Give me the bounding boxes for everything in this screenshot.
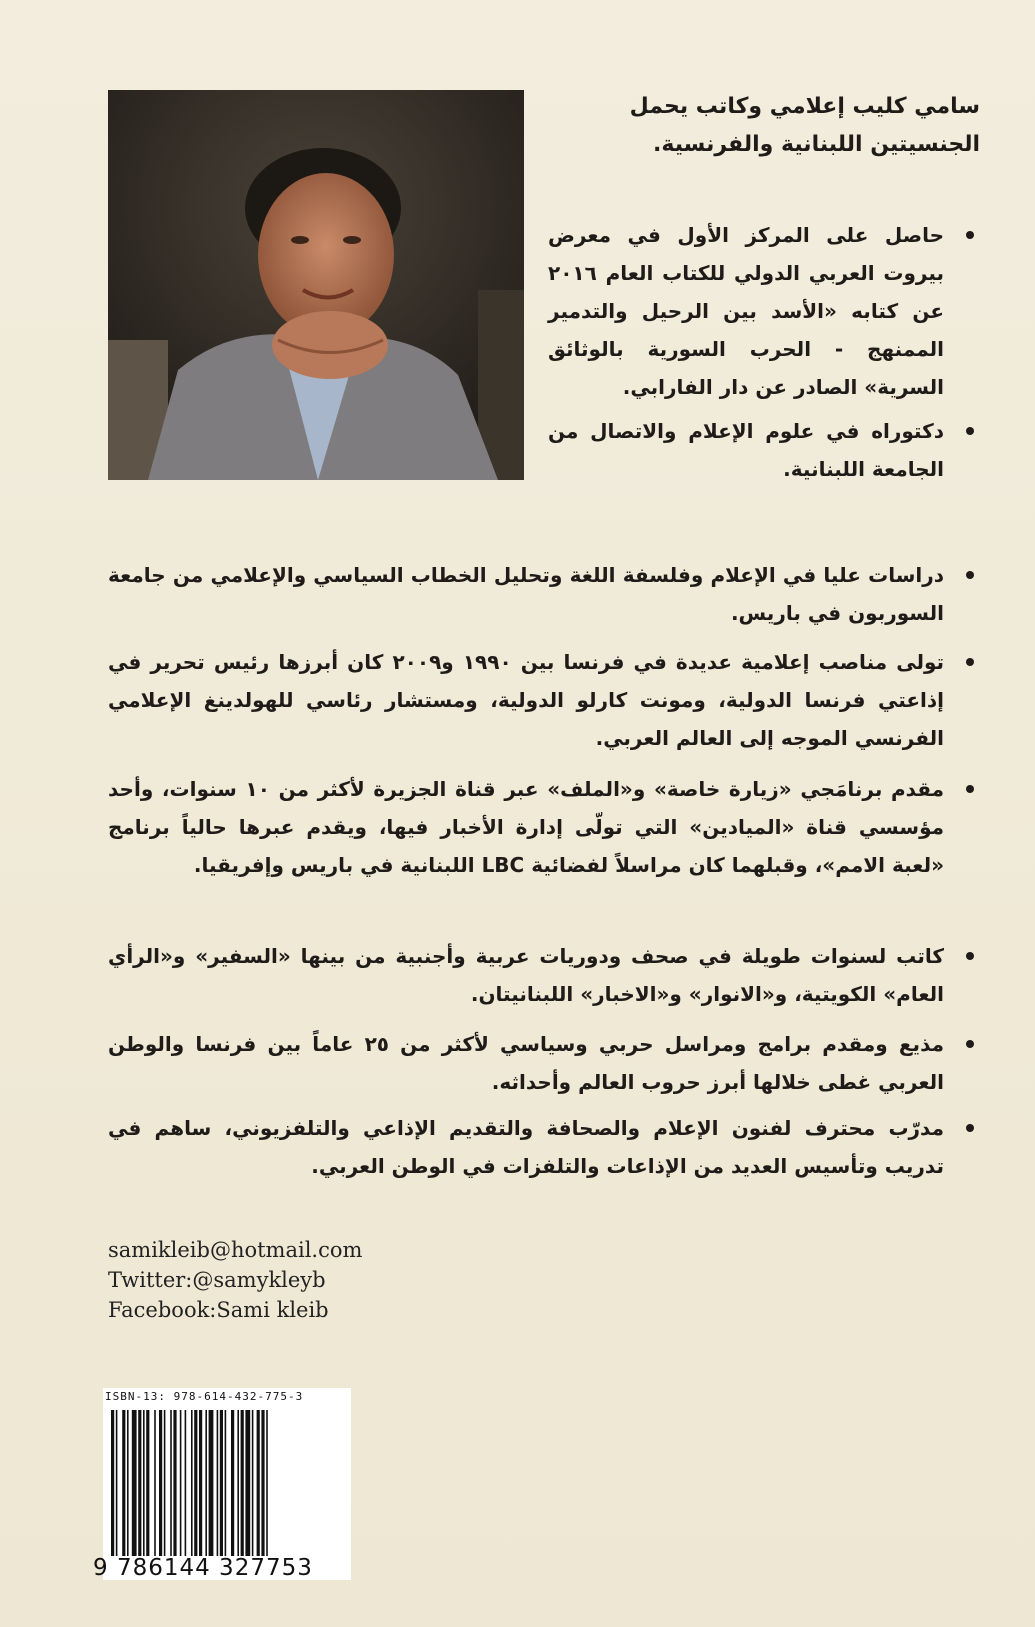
bullet-text: كاتب لسنوات طويلة في صحف ودوريات عربية وأجنبية من بينها «السفير» و«الرأي العام» الكويتية، و«الانوار» و«الاخبار» اللبنانيتان.: [108, 937, 980, 1013]
bullet-text: دراسات عليا في الإعلام وفلسفة اللغة وتحليل الخطاب السياسي والإعلامي من جامعة السوربون في باريس.: [108, 556, 980, 632]
barcode-bar: [199, 1410, 202, 1556]
barcode-bar: [252, 1410, 254, 1556]
barcode-bar: [231, 1410, 234, 1556]
barcode-bar: [266, 1410, 268, 1556]
barcode-bar: [146, 1410, 149, 1556]
bullet-item: [108, 770, 980, 884]
barcode-bar: [191, 1410, 193, 1556]
email-text: samikleib@hotmail.com: [108, 1238, 363, 1262]
barcode-bar: [185, 1410, 187, 1556]
barcode-bar: [132, 1410, 137, 1556]
bullet-item: [108, 937, 980, 1013]
barcode-bar: [159, 1410, 162, 1556]
barcode-bar: [217, 1410, 219, 1556]
barcode-bar: [241, 1410, 244, 1556]
barcode-bar: [180, 1410, 182, 1556]
facebook-handle: Facebook:Sami kleib: [108, 1298, 329, 1322]
barcode-bar: [164, 1410, 166, 1556]
author-intro: سامي كليب إعلامي وكاتب يحمل الجنسيتين اللبنانية والفرنسية.: [629, 94, 980, 157]
barcode-bar: [138, 1410, 141, 1556]
bullet-item: [108, 643, 980, 757]
author-photo: [108, 90, 524, 480]
twitter-handle: Twitter:@samykleyb: [108, 1268, 326, 1292]
bullet-item: [108, 1109, 980, 1185]
bullet-text: مدرّب محترف لفنون الإعلام والصحافة والتقديم الإذاعي والتلفزيوني، ساهم في تدريب وتأسيس العديد من الإذاعات والتلفزات في الوطن العربي.: [108, 1109, 980, 1185]
isbn-label: ISBN-13: 978-614-432-775-3: [105, 1390, 304, 1403]
barcode-bar: [154, 1410, 156, 1556]
bullet-item: [108, 556, 980, 632]
barcode-bar: [127, 1410, 129, 1556]
contact-info: [108, 1235, 362, 1325]
barcode-bar: [122, 1410, 125, 1556]
barcode-bar: [173, 1410, 176, 1556]
barcode-bar: [194, 1410, 197, 1556]
barcode-bar: [220, 1410, 223, 1556]
barcode-bar: [111, 1410, 114, 1556]
barcode-bar: [209, 1410, 214, 1556]
bullet-text: مذيع ومقدم برامج ومراسل حربي وسياسي لأكثر من ٢٥ عاماً بين فرنسا والوطن العربي غطى خلالها أبرز حروب العالم وأحداثه.: [108, 1025, 980, 1101]
barcode-bar: [143, 1410, 145, 1556]
barcode-bar: [245, 1410, 250, 1556]
barcode-bar: [205, 1410, 207, 1556]
barcode-bar: [237, 1410, 239, 1556]
barcode-bar: [257, 1410, 260, 1556]
barcode-bar: [261, 1410, 264, 1556]
barcode-number: 9 786144 327753: [93, 1555, 313, 1581]
bullet-list-top: [548, 216, 980, 488]
bullet-item: دكتوراه في علوم الإعلام والاتصال من الجامعة اللبنانية.: [548, 412, 980, 488]
bullet-text: مقدم برنامَجي «زيارة خاصة» و«الملف» عبر قناة الجزيرة لأكثر من ١٠ سنوات، وأحد مؤسسي قناة «الميادين» التي تولّى إدارة الأخبار فيها، ويقدم عبرها حالياً برنامج «لعبة الامم»، وقبلهما كان مراسلاً لفضائية LBC اللبنانية في باريس وإفريقيا.: [108, 770, 980, 884]
barcode-bar: [225, 1410, 227, 1556]
barcode-bar: [170, 1410, 172, 1556]
barcode-icon: [111, 1410, 343, 1556]
bullet-item: [108, 1025, 980, 1101]
bullet-text: تولى مناصب إعلامية عديدة في فرنسا بين ١٩٩٠ و٢٠٠٩ كان أبرزها رئيس تحرير في إذاعتي فرنسا الدولية، ومونت كارلو الدولية، ومستشار رئاسي للهولدينغ الإعلامي الفرنسي الموجه إلى العالم العربي.: [108, 643, 980, 757]
bullet-item: حاصل على المركز الأول في معرض بيروت العربي الدولي للكتاب العام ٢٠١٦ عن كتابه «الأسد بين الرحيل والتدمير الممنهج - الحرب السورية بالوثائق السرية» الصادر عن دار الفارابي.: [548, 216, 980, 406]
barcode-bar: [116, 1410, 118, 1556]
